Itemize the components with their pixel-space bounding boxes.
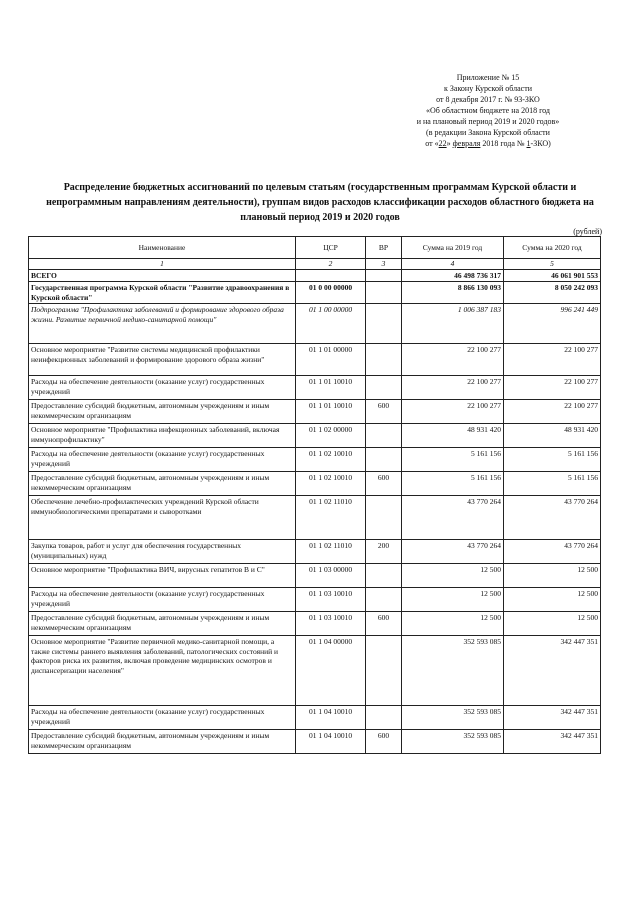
table-row [29, 424, 601, 448]
column-index-row [29, 259, 601, 270]
row-amount-2020: 342 447 351 [504, 636, 601, 706]
row-name: Основное мероприятие "Развитие первичной медико-санитарной помощи, а также системы раннего выявления заболеваний, патологических состояний и факторов риска их развития, включая проведение медицинских осмотров и диспансеризации населения" [29, 636, 296, 706]
row-csr: 01 1 00 00000 [296, 304, 366, 344]
row-amount-2019: 43 770 264 [402, 496, 504, 540]
row-amount-2019: 8 866 130 093 [402, 282, 504, 304]
row-amount-2019: 5 161 156 [402, 472, 504, 496]
table-row [29, 706, 601, 730]
table-row [29, 564, 601, 588]
row-amount-2020: 996 241 449 [504, 304, 601, 344]
row-amount-2020: 48 931 420 [504, 424, 601, 448]
row-amount-2020: 5 161 156 [504, 448, 601, 472]
row-vr: 600 [366, 472, 402, 496]
row-csr: 01 1 02 11010 [296, 496, 366, 540]
row-vr [366, 588, 402, 612]
col-header-name: Наименование [29, 237, 296, 259]
row-amount-2020: 342 447 351 [504, 730, 601, 754]
col-index: 3 [366, 259, 402, 270]
row-vr: 600 [366, 612, 402, 636]
row-name: Предоставление субсидий бюджетным, автономным учреждениям и иным некоммерческим организациям [29, 472, 296, 496]
row-csr: 01 1 02 10010 [296, 472, 366, 496]
row-amount-2020: 12 500 [504, 612, 601, 636]
row-vr: 600 [366, 730, 402, 754]
row-name: Предоставление субсидий бюджетным, автономным учреждениям и иным некоммерческим организациям [29, 612, 296, 636]
row-amount-2019: 22 100 277 [402, 376, 504, 400]
row-vr [366, 304, 402, 344]
table-row [29, 588, 601, 612]
row-vr [366, 636, 402, 706]
row-vr [366, 376, 402, 400]
row-csr: 01 1 02 11010 [296, 540, 366, 564]
row-amount-2020: 22 100 277 [504, 400, 601, 424]
table-row [29, 496, 601, 540]
row-amount-2020: 8 050 242 093 [504, 282, 601, 304]
row-csr: 01 1 01 10010 [296, 376, 366, 400]
document-title: Распределение бюджетных ассигнований по целевым статьям (государственным программам Курской области и непрограммным направлениям деятельности), группам видов расходов классификации расходов областного бюджета на плановый период 2019 и 2020 годов [46, 182, 594, 223]
row-amount-2020: 5 161 156 [504, 472, 601, 496]
row-amount-2019: 43 770 264 [402, 540, 504, 564]
row-name: Государственная программа Курской области "Развитие здравоохранения в Курской области" [29, 282, 296, 304]
row-vr [366, 424, 402, 448]
row-csr: 01 1 03 00000 [296, 564, 366, 588]
row-amount-2019: 12 500 [402, 564, 504, 588]
table-row [29, 376, 601, 400]
row-amount-2020: 22 100 277 [504, 344, 601, 376]
header-line: Приложение № 15 [456, 73, 520, 82]
row-amount-2019: 12 500 [402, 612, 504, 636]
table-row [29, 540, 601, 564]
row-name: Предоставление субсидий бюджетным, автономным учреждениям и иным некоммерческим организациям [29, 400, 296, 424]
header-line: (в редакции Закона Курской области [426, 128, 550, 137]
col-header-2020: Сумма на 2020 год [504, 237, 601, 259]
header-line: и на плановый период 2019 и 2020 годов» [416, 117, 560, 126]
table-row [29, 304, 601, 344]
row-amount-2019: 1 006 387 183 [402, 304, 504, 344]
row-vr: 600 [366, 400, 402, 424]
row-vr: 200 [366, 540, 402, 564]
col-index: 4 [402, 259, 504, 270]
row-csr: 01 0 00 00000 [296, 282, 366, 304]
table-row [29, 612, 601, 636]
row-csr: 01 1 02 10010 [296, 448, 366, 472]
row-amount-2019: 352 593 085 [402, 706, 504, 730]
row-amount-2019: 22 100 277 [402, 344, 504, 376]
row-csr: 01 1 03 10010 [296, 612, 366, 636]
row-name: Расходы на обеспечение деятельности (оказание услуг) государственных учреждений [29, 706, 296, 730]
row-amount-2020: 43 770 264 [504, 496, 601, 540]
row-name: Расходы на обеспечение деятельности (оказание услуг) государственных учреждений [29, 448, 296, 472]
table-header-row [29, 237, 601, 259]
appendix-header [378, 72, 598, 149]
row-name: Расходы на обеспечение деятельности (оказание услуг) государственных учреждений [29, 376, 296, 400]
col-index: 1 [29, 259, 296, 270]
col-header-vr: ВР [366, 237, 402, 259]
col-header-2019: Сумма на 2019 год [402, 237, 504, 259]
table-row [29, 282, 601, 304]
table-row [29, 636, 601, 706]
row-amount-2020: 46 061 901 553 [504, 269, 601, 282]
row-name: Обеспечение лечебно-профилактических учреждений Курской области иммунобиологическими препаратами и сыворотками [29, 496, 296, 540]
row-amount-2020: 43 770 264 [504, 540, 601, 564]
row-amount-2019: 5 161 156 [402, 448, 504, 472]
row-vr [366, 706, 402, 730]
row-name: Предоставление субсидий бюджетным, автономным учреждениям и иным некоммерческим организациям [29, 730, 296, 754]
row-vr [366, 496, 402, 540]
row-vr [366, 448, 402, 472]
row-csr: 01 1 04 00000 [296, 636, 366, 706]
table-row-total [29, 269, 601, 282]
row-vr [366, 564, 402, 588]
col-index: 5 [504, 259, 601, 270]
table-row [29, 400, 601, 424]
row-name: ВСЕГО [29, 269, 296, 282]
table-row [29, 448, 601, 472]
row-amount-2019: 46 498 736 317 [402, 269, 504, 282]
row-amount-2019: 352 593 085 [402, 636, 504, 706]
row-name: Основное мероприятие "Развитие системы медицинской профилактики неинфекционных заболеваний и формирование здорового образа жизни" [29, 344, 296, 376]
row-name: Закупка товаров, работ и услуг для обеспечения государственных (муниципальных) нужд [29, 540, 296, 564]
row-csr: 01 1 04 10010 [296, 706, 366, 730]
header-line: от 8 декабря 2017 г. № 93-ЗКО [436, 95, 540, 104]
header-line-amendment: от «22» февраля 2018 года № 1-ЗКО) [425, 139, 551, 148]
row-amount-2020: 12 500 [504, 564, 601, 588]
row-name: Подпрограмма "Профилактика заболеваний и формирование здорового образа жизни. Развитие первичной медико-санитарной помощи" [29, 304, 296, 344]
row-vr [366, 282, 402, 304]
row-vr [366, 269, 402, 282]
row-name: Основное мероприятие "Профилактика инфекционных заболеваний, включая иммунопрофилактику" [29, 424, 296, 448]
row-csr: 01 1 01 10010 [296, 400, 366, 424]
row-name: Основное мероприятие "Профилактика ВИЧ, вирусных гепатитов В и С" [29, 564, 296, 588]
header-line: к Закону Курской области [444, 84, 532, 93]
row-amount-2020: 342 447 351 [504, 706, 601, 730]
row-name: Расходы на обеспечение деятельности (оказание услуг) государственных учреждений [29, 588, 296, 612]
row-amount-2019: 48 931 420 [402, 424, 504, 448]
row-csr: 01 1 01 00000 [296, 344, 366, 376]
row-amount-2020: 12 500 [504, 588, 601, 612]
row-vr [366, 344, 402, 376]
row-amount-2020: 22 100 277 [504, 376, 601, 400]
budget-table [28, 236, 601, 754]
row-csr: 01 1 02 00000 [296, 424, 366, 448]
table-row [29, 344, 601, 376]
row-amount-2019: 22 100 277 [402, 400, 504, 424]
units-label: (рублей) [573, 227, 602, 236]
row-amount-2019: 352 593 085 [402, 730, 504, 754]
col-index: 2 [296, 259, 366, 270]
header-line: «Об областном бюджете на 2018 год [426, 106, 550, 115]
table-row [29, 472, 601, 496]
row-csr: 01 1 03 10010 [296, 588, 366, 612]
col-header-csr: ЦСР [296, 237, 366, 259]
row-csr: 01 1 04 10010 [296, 730, 366, 754]
row-amount-2019: 12 500 [402, 588, 504, 612]
table-row [29, 730, 601, 754]
row-csr [296, 269, 366, 282]
